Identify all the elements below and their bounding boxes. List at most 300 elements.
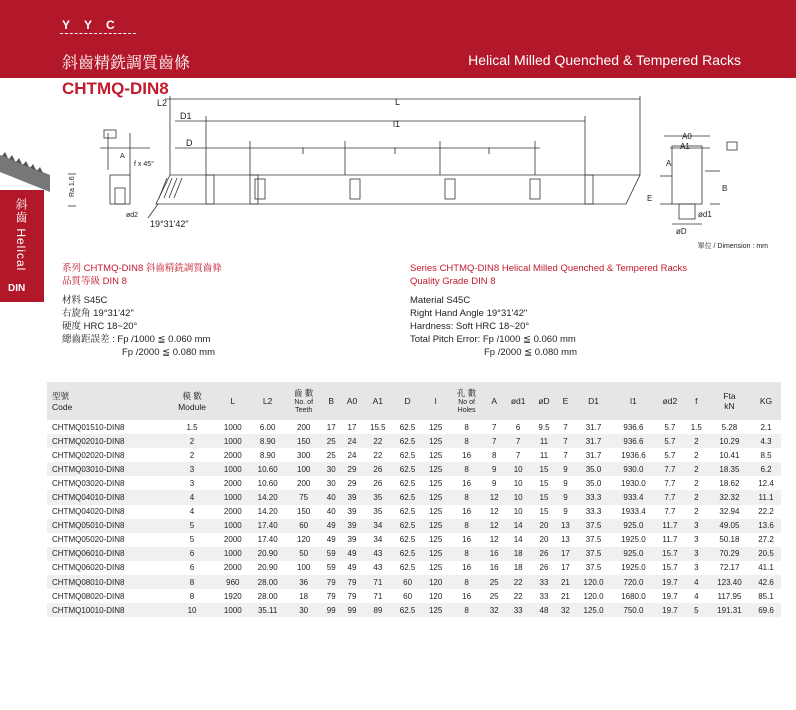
table-row xyxy=(47,505,781,519)
svg-text:A1: A1 xyxy=(680,142,690,151)
table-cell: 7 xyxy=(563,422,568,432)
table-cell: 1680.0 xyxy=(621,591,646,601)
table-cell: 16 xyxy=(484,547,504,561)
table-cell: 100 xyxy=(286,462,322,476)
table-cell: 1920 xyxy=(223,591,242,601)
col-code: 型號 Code xyxy=(47,382,168,420)
table-cell: 26 xyxy=(539,563,549,573)
col-E: E xyxy=(556,382,576,420)
table-cell: 60 xyxy=(403,591,413,601)
table-cell: 125 xyxy=(428,478,443,488)
table-cell: 5 xyxy=(189,535,195,545)
table-cell: 3 xyxy=(685,519,708,533)
spec-cn-angle: 右旋角 19°31'42" xyxy=(62,308,134,319)
table-cell: 2 xyxy=(189,450,195,460)
table-cell: 930.0 xyxy=(612,462,655,476)
table-cell: 10.60 xyxy=(257,478,278,488)
table-cell: 62.5 xyxy=(393,434,423,448)
spec-cn-pitch2: Fp /2000 ≦ 0.080 mm xyxy=(122,347,215,358)
svg-text:l: l xyxy=(488,146,490,156)
table-cell: 41.1 xyxy=(758,563,774,573)
table-cell: 7 xyxy=(491,422,497,432)
table-cell: CHTMQ06010-DIN8 xyxy=(47,547,168,561)
table-cell: 60 xyxy=(286,519,322,533)
col-teeth: 齒 數 No. of Teeth xyxy=(286,382,322,420)
table-cell: 35 xyxy=(373,507,383,517)
table-cell: 933.4 xyxy=(612,490,655,504)
unit-note: 單位 / Dimension : mm xyxy=(697,243,768,250)
table-cell: 4 xyxy=(685,575,708,589)
table-cell: 25 xyxy=(489,591,499,601)
table-cell: 125 xyxy=(422,490,448,504)
col-D1: D1 xyxy=(575,382,612,420)
table-cell: 1000 xyxy=(216,603,249,617)
table-cell: 10.60 xyxy=(249,462,286,476)
gear-strip-icon xyxy=(0,150,50,192)
page-title: CHTMQ-DIN8 xyxy=(62,79,169,98)
table-cell: 125 xyxy=(428,507,443,517)
table-cell: 62.5 xyxy=(393,603,423,617)
spec-en-pitch2: Fp /2000 ≦ 0.080 mm xyxy=(484,347,577,358)
table-cell: 11.7 xyxy=(655,519,685,533)
table-cell: CHTMQ08010-DIN8 xyxy=(47,575,168,589)
table-cell: 2 xyxy=(694,450,699,460)
table-cell: 20 xyxy=(532,519,555,533)
table-row xyxy=(47,533,781,547)
svg-text:øD: øD xyxy=(676,227,687,236)
table-cell: 29 xyxy=(347,478,357,488)
table-cell: CHTMQ03020-DIN8 xyxy=(52,478,125,488)
table-cell: 2 xyxy=(685,490,708,504)
table-cell: 20.90 xyxy=(257,563,278,573)
table-cell: 62.5 xyxy=(399,450,416,460)
table-cell: 62.5 xyxy=(393,519,423,533)
table-cell: CHTMQ04010-DIN8 xyxy=(47,490,168,504)
table-cell: 14.20 xyxy=(249,490,286,504)
table-cell: 12 xyxy=(484,490,504,504)
table-cell: 8.5 xyxy=(760,450,772,460)
table-cell: 33.3 xyxy=(585,507,602,517)
table-cell: 15 xyxy=(539,478,549,488)
table-cell: 125 xyxy=(428,563,443,573)
table-cell: 26 xyxy=(532,547,555,561)
table-cell: 5.7 xyxy=(655,434,685,448)
table-cell: 19.7 xyxy=(655,603,685,617)
table-cell: CHTMQ05010-DIN8 xyxy=(47,519,168,533)
table-row xyxy=(47,547,781,561)
table-cell: 48 xyxy=(532,603,555,617)
svg-text:A: A xyxy=(120,153,125,160)
side-tab-din: DIN xyxy=(8,283,26,294)
spec-cn-grade: 品質等級 DIN 8 xyxy=(62,276,127,287)
table-cell: 2 xyxy=(694,478,699,488)
table-cell: CHTMQ08020-DIN8 xyxy=(52,591,125,601)
table-cell: 8 xyxy=(449,603,485,617)
table-cell: 2000 xyxy=(223,535,242,545)
table-cell: 1000 xyxy=(216,547,249,561)
table-cell: 7 xyxy=(484,434,504,448)
table-cell: 62.5 xyxy=(399,507,416,517)
col-d1: ød1 xyxy=(504,382,532,420)
table-cell: CHTMQ03010-DIN8 xyxy=(47,462,168,476)
col-D: D xyxy=(393,382,423,420)
table-cell: 925.0 xyxy=(612,519,655,533)
table-row xyxy=(47,561,781,575)
table-cell: 5.7 xyxy=(664,450,676,460)
table-cell: 37.5 xyxy=(585,535,602,545)
svg-text:l1: l1 xyxy=(393,119,401,129)
table-cell: 10.29 xyxy=(708,434,751,448)
table-cell: 29 xyxy=(341,462,363,476)
table-cell: 7 xyxy=(515,450,521,460)
col-phiD: øD xyxy=(532,382,555,420)
table-cell: 936.6 xyxy=(612,434,655,448)
table-cell: 2000 xyxy=(223,478,242,488)
table-cell: 3 xyxy=(694,563,699,573)
table-cell: 14 xyxy=(513,535,523,545)
table-cell: CHTMQ04020-DIN8 xyxy=(52,507,125,517)
table-row xyxy=(47,490,781,504)
table-cell: 6 xyxy=(168,547,216,561)
table-cell: 30 xyxy=(326,478,336,488)
spec-en-pitch1: Total Pitch Error: Fp /1000 ≦ 0.060 mm xyxy=(410,334,576,345)
table-cell: 39 xyxy=(347,507,357,517)
col-d2: ød2 xyxy=(655,382,685,420)
table-cell: 8 xyxy=(449,462,485,476)
table-cell: CHTMQ02010-DIN8 xyxy=(47,434,168,448)
table-cell: 62.5 xyxy=(399,478,416,488)
table-cell: 32.32 xyxy=(708,490,751,504)
table-cell: 9 xyxy=(484,462,504,476)
table-cell: 3 xyxy=(694,535,699,545)
table-cell: 125 xyxy=(422,462,448,476)
table-cell: 35.0 xyxy=(575,462,612,476)
table-cell: 10 xyxy=(504,490,532,504)
table-cell: 8 xyxy=(168,575,216,589)
table-cell: 3 xyxy=(189,478,195,488)
table-cell: 28.00 xyxy=(257,591,278,601)
table-cell: 62.5 xyxy=(399,535,416,545)
table-cell: 39 xyxy=(341,519,363,533)
table-cell: 21 xyxy=(556,575,576,589)
table-cell: 11 xyxy=(539,450,549,460)
svg-text:B: B xyxy=(722,184,728,193)
spec-cn-series: 系列 CHTMQ-DIN8 斜齒精銑調質齒條 xyxy=(62,263,222,274)
table-cell: 11 xyxy=(532,434,555,448)
table-cell: 17 xyxy=(326,422,336,432)
table-cell: 2 xyxy=(685,462,708,476)
table-cell: 71 xyxy=(363,575,393,589)
table-cell: 936.6 xyxy=(623,422,644,432)
header-title-cn: 斜齒精銑調質齒條 xyxy=(62,55,191,72)
table-row xyxy=(47,420,781,434)
table-row xyxy=(47,448,781,462)
side-tab-text: 斜齒 Helical xyxy=(14,198,28,272)
table-cell: 8.90 xyxy=(249,434,286,448)
spec-en-hardness: Hardness: Soft HRC 18~20° xyxy=(410,321,530,332)
table-cell: 19.7 xyxy=(662,591,678,601)
svg-text:19°31'42": 19°31'42" xyxy=(150,219,189,229)
table-cell: 49 xyxy=(347,563,357,573)
table-cell: 123.40 xyxy=(708,575,751,589)
table-cell: 13 xyxy=(556,519,576,533)
table-cell: 7 xyxy=(563,450,568,460)
table-cell: 1.5 xyxy=(690,422,702,432)
table-cell: 120 xyxy=(422,575,448,589)
table-cell: 24 xyxy=(341,434,363,448)
table-cell: 25 xyxy=(484,575,504,589)
table-cell: 4 xyxy=(168,490,216,504)
table-cell: 120 xyxy=(428,591,443,601)
col-KG: KG xyxy=(751,382,781,420)
table-cell: 125 xyxy=(422,519,448,533)
table-cell: 7.7 xyxy=(655,490,685,504)
table-cell: 1000 xyxy=(216,490,249,504)
table-cell: 10.41 xyxy=(719,450,740,460)
table-cell: 100 xyxy=(297,563,311,573)
table-cell: 22 xyxy=(504,575,532,589)
table-cell: 42.6 xyxy=(751,575,781,589)
spec-cn-hardness: 硬度 HRC 18~20° xyxy=(62,321,138,332)
rack-technical-drawing xyxy=(60,96,780,251)
table-cell: 39 xyxy=(341,490,363,504)
table-cell: 14 xyxy=(504,519,532,533)
table-cell: CHTMQ10010-DIN8 xyxy=(47,603,168,617)
table-cell: 31.7 xyxy=(585,450,602,460)
table-cell: 8 xyxy=(189,591,195,601)
table-cell: 85.1 xyxy=(758,591,774,601)
table-cell: 5.7 xyxy=(664,422,676,432)
table-cell: 30 xyxy=(286,603,322,617)
table-cell: 6.2 xyxy=(751,462,781,476)
table-row xyxy=(47,462,781,476)
table-cell: 191.31 xyxy=(708,603,751,617)
table-row xyxy=(47,519,781,533)
table-cell: 12 xyxy=(484,519,504,533)
table-cell: 19.7 xyxy=(655,575,685,589)
table-cell: 5 xyxy=(168,519,216,533)
table-cell: 8 xyxy=(449,547,485,561)
col-l1: l1 xyxy=(612,382,655,420)
table-cell: 26 xyxy=(373,478,383,488)
table-cell: 26 xyxy=(363,462,393,476)
table-cell: 59 xyxy=(326,563,336,573)
table-cell: 2 xyxy=(694,507,699,517)
table-cell: 9 xyxy=(563,507,568,517)
table-cell: 62.5 xyxy=(393,547,423,561)
col-L2: L2 xyxy=(249,382,286,420)
table-cell: 8 xyxy=(449,434,485,448)
table-cell: 28.00 xyxy=(249,575,286,589)
table-cell: 6.00 xyxy=(259,422,276,432)
table-cell: 39 xyxy=(347,535,357,545)
spec-en-block xyxy=(410,262,687,359)
table-cell: 6 xyxy=(515,422,521,432)
spec-en-grade: Quality Grade DIN 8 xyxy=(410,276,496,287)
brand-underline xyxy=(60,33,136,34)
table-cell: 4 xyxy=(189,507,195,517)
table-cell: 18 xyxy=(299,591,309,601)
table-cell: 20.5 xyxy=(751,547,781,561)
table-cell: 1000 xyxy=(216,462,249,476)
spec-en-angle: Right Hand Angle 19°31'42" xyxy=(410,308,528,319)
table-cell: 6 xyxy=(189,563,195,573)
table-cell: 1936.6 xyxy=(621,450,646,460)
table-cell: 15.7 xyxy=(655,547,685,561)
table-cell: 17 xyxy=(347,422,357,432)
table-cell: 18.35 xyxy=(708,462,751,476)
table-cell: 25 xyxy=(326,450,336,460)
table-cell: 12 xyxy=(489,507,499,517)
table-cell: 99 xyxy=(321,603,341,617)
table-cell: 34 xyxy=(373,535,383,545)
table-cell: 9 xyxy=(556,462,576,476)
col-Fta: Fta kN xyxy=(708,382,751,420)
table-cell: 960 xyxy=(216,575,249,589)
table-cell: 62.5 xyxy=(399,563,416,573)
table-cell: 32.94 xyxy=(719,507,740,517)
table-cell: 2 xyxy=(168,434,216,448)
table-cell: 27.2 xyxy=(758,535,774,545)
table-cell: 62.5 xyxy=(399,422,416,432)
table-cell: 8 xyxy=(449,519,485,533)
table-cell: 16 xyxy=(462,507,472,517)
svg-text:D: D xyxy=(186,138,193,148)
col-holes: 孔 數 No of Holes xyxy=(449,382,485,420)
table-cell: 10 xyxy=(513,478,523,488)
table-cell: 24 xyxy=(347,450,357,460)
table-cell: 99 xyxy=(341,603,363,617)
table-cell: 125 xyxy=(422,547,448,561)
table-cell: 1000 xyxy=(216,434,249,448)
table-cell: 62.5 xyxy=(393,462,423,476)
table-cell: 200 xyxy=(297,478,311,488)
table-cell: 7.7 xyxy=(655,462,685,476)
table-cell: 16 xyxy=(462,563,472,573)
table-cell: 120 xyxy=(297,535,311,545)
table-cell: 13.6 xyxy=(751,519,781,533)
table-cell: 1925.0 xyxy=(621,535,646,545)
table-cell: 35.0 xyxy=(585,478,602,488)
table-cell: 22 xyxy=(363,434,393,448)
table-cell: 8 xyxy=(464,422,469,432)
table-row xyxy=(47,434,781,448)
table-cell: 16 xyxy=(462,478,472,488)
table-cell: 8.90 xyxy=(259,450,276,460)
table-cell: 2000 xyxy=(223,450,242,460)
table-cell: 9 xyxy=(556,490,576,504)
table-cell: 25 xyxy=(321,434,341,448)
table-cell: 8 xyxy=(449,575,485,589)
table-cell: 1000 xyxy=(223,422,242,432)
table-cell: 4 xyxy=(694,591,699,601)
table-cell: 2000 xyxy=(223,563,242,573)
table-cell: 16 xyxy=(462,591,472,601)
table-cell: 33 xyxy=(532,575,555,589)
table-cell: 30 xyxy=(321,462,341,476)
table-cell: 49 xyxy=(321,519,341,533)
spec-cn-block xyxy=(62,262,222,359)
table-cell: 31.7 xyxy=(575,434,612,448)
table-cell: 2.1 xyxy=(760,422,772,432)
table-cell: 8 xyxy=(491,450,497,460)
table-cell: 15.5 xyxy=(370,422,386,432)
table-cell: 125 xyxy=(422,603,448,617)
table-cell: 17.40 xyxy=(249,519,286,533)
table-cell: 12.4 xyxy=(758,478,774,488)
table-cell: 300 xyxy=(297,450,311,460)
table-cell: 1925.0 xyxy=(621,563,646,573)
svg-text:L: L xyxy=(395,97,401,107)
spec-en-material: Material S45C xyxy=(410,295,471,306)
table-row xyxy=(47,476,781,490)
table-cell: 125 xyxy=(428,535,443,545)
table-cell: 32 xyxy=(484,603,504,617)
table-cell: 1.5 xyxy=(186,422,198,432)
table-cell: 117.95 xyxy=(717,591,742,601)
table-cell: 7.7 xyxy=(664,478,676,488)
table-cell: 720.0 xyxy=(612,575,655,589)
col-A1: A1 xyxy=(363,382,393,420)
table-cell: 16 xyxy=(462,450,472,460)
svg-text:D1: D1 xyxy=(180,111,192,121)
table-cell: 31.7 xyxy=(585,422,602,432)
spec-cn-pitch1: 總齒距誤差 : Fp /1000 ≦ 0.060 mm xyxy=(62,334,211,345)
col-A0: A0 xyxy=(341,382,363,420)
table-cell: 4.3 xyxy=(751,434,781,448)
table-cell: 40 xyxy=(326,507,336,517)
table-cell: 35 xyxy=(363,490,393,504)
table-cell: 9 xyxy=(563,478,568,488)
svg-text:f x 45°: f x 45° xyxy=(134,161,154,168)
table-cell: 125 xyxy=(428,422,443,432)
table-cell: 20 xyxy=(539,535,549,545)
table-row xyxy=(47,589,781,603)
table-cell: 5.28 xyxy=(721,422,738,432)
table-cell: 15.7 xyxy=(662,563,678,573)
table-cell: 50 xyxy=(286,547,322,561)
table-cell: 43 xyxy=(373,563,383,573)
table-cell: 10 xyxy=(513,507,523,517)
table-cell: 7.7 xyxy=(664,507,676,517)
table-row xyxy=(47,575,781,589)
header-title-en: Helical Milled Quenched & Tempered Racks xyxy=(468,52,741,68)
table-cell: 70.29 xyxy=(708,547,751,561)
table-cell: 3 xyxy=(168,462,216,476)
table-cell: 18 xyxy=(513,563,523,573)
svg-text:ød2: ød2 xyxy=(126,212,139,219)
table-cell: 79 xyxy=(326,591,336,601)
table-cell: 14.20 xyxy=(257,507,278,517)
table-cell: 60 xyxy=(393,575,423,589)
table-cell: CHTMQ01510-DIN8 xyxy=(52,422,125,432)
table-cell: 15 xyxy=(539,507,549,517)
table-cell: 1930.0 xyxy=(621,478,646,488)
table-cell: CHTMQ06020-DIN8 xyxy=(52,563,125,573)
table-cell: 37.5 xyxy=(575,519,612,533)
svg-text:A: A xyxy=(666,159,672,168)
table-cell: 37.5 xyxy=(575,547,612,561)
table-cell: 37.5 xyxy=(585,563,602,573)
col-L: L xyxy=(216,382,249,420)
table-cell: CHTMQ05020-DIN8 xyxy=(52,535,125,545)
table-cell: 33 xyxy=(504,603,532,617)
table-cell: 11.7 xyxy=(662,535,678,545)
table-cell: 33.3 xyxy=(575,490,612,504)
table-cell: 89 xyxy=(363,603,393,617)
table-cell: 49 xyxy=(326,535,336,545)
svg-text:ød1: ød1 xyxy=(698,210,712,219)
